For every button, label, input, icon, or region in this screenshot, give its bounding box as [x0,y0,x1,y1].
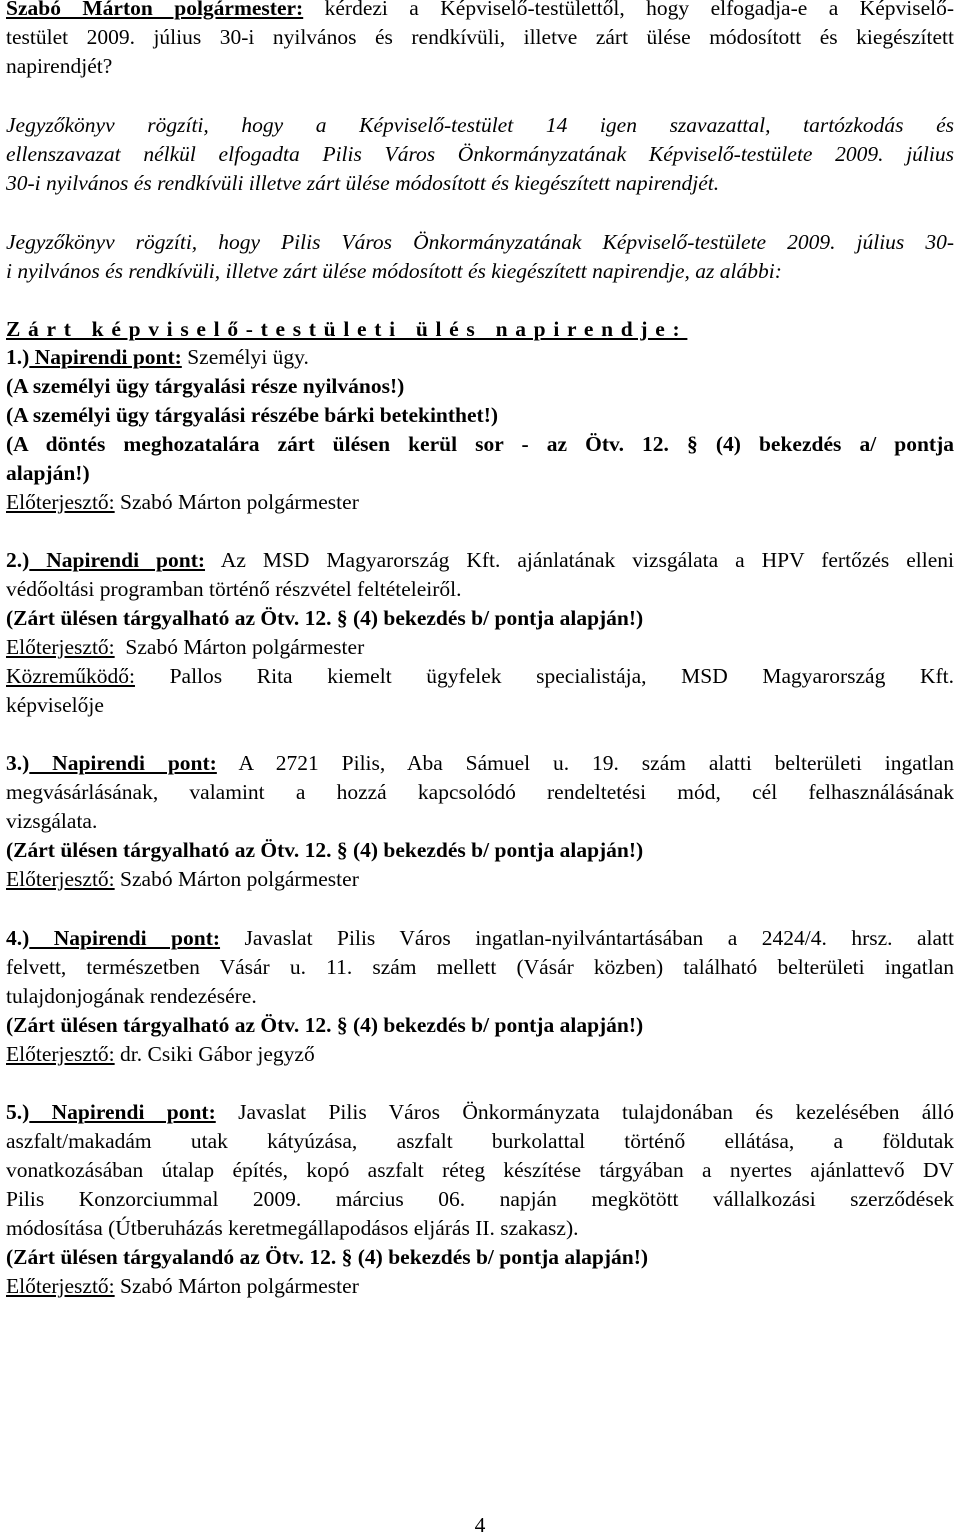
record-paragraph-1: Jegyzőkönyv rögzíti, hogy a Képviselő-testület 14 igen szavazattal, tartózkodás és ellenszavazat nélkül elfogadta Pilis Város Önkormányzatának Képviselő-testülete 2009. július 30-i nyilvános és rendkívüli illetve zárt ülése módosított és kiegészített napirendjét. [6,113,954,195]
agenda-heading: Zárt képviselő-testületi ülés napirendje: [6,317,688,341]
intro-line: napirendjét? [6,54,113,78]
agenda-item-3: 3.) Napirendi pont: A 2721 Pilis, Aba Sámuel u. 19. szám alatti belterületi ingatlan megvásárlásának, valamint a hozzá kapcsolódó rendeltetési mód, cél felhasználásának vizsgálata. (Zárt ülésen tárgyalható az Ötv. 12. § (4) bekezdés b/ pontja alapján!) Előterjesztő: Szabó Márton polgármester [6,749,954,894]
presenter: Előterjesztő: dr. Csiki Gábor jegyző [6,1042,315,1066]
contributor: Közreműködő: Pallos Rita kiemelt ügyfelek specialistája, MSD Magyarország Kft. [6,664,954,688]
agenda-item-2: 2.) Napirendi pont: Az MSD Magyarország Kft. ajánlatának vizsgálata a HPV fertőzés elleni védőoltási programban történő részvétel feltételeiről. (Zárt ülésen tárgyalható az Ötv. 12. § (4) bekezdés b/ pontja alapján!) Előterjesztő: Szabó Márton polgármester Közreműködő: Pallos Rita kiemelt ügyfelek specialistája, MSD Magyarország Kft. képviselője [6,548,954,717]
agenda-item-4: 4.) Napirendi pont: Javaslat Pilis Város ingatlan-nyilvántartásában a 2424/4. hrsz. alatt felvett, természetben Vásár u. 11. szám mellett (Vásár közben) található belterületi ingatlan tulajdonjogának rendezésére. (Zárt ülésen tárgyalható az Ötv. 12. § (4) bekezdés b/ pontja alapján!) Előterjesztő: dr. Csiki Gábor jegyző [6,924,954,1069]
agenda-item-5: 5.) Napirendi pont: Javaslat Pilis Város Önkormányzata tulajdonában és kezelésében álló aszfalt/makadám utak kátyúzása, aszfalt burkolattal történő ellátása, a földutak vonatkozásában útalap építés, kopó aszfalt réteg készítése tárgyában a nyertes ajánlattevő DV Pilis Konzorciummal 2009. március 06. napján megkötött vállalkozási szerződések módosítása (Útberuházás keretmegállapodásos eljárás II. szakasz). (Zárt ülésen tárgyalandó az Ötv. 12. § (4) bekezdés b/ pontja alapján!) Előterjesztő: Szabó Márton polgármester [6,1098,954,1301]
presenter: Előterjesztő: Szabó Márton polgármester [6,1274,359,1298]
agenda-item-1: 1.) Napirendi pont: Személyi ügy. (A személyi ügy tárgyalási része nyilvános!) (A személyi ügy tárgyalási részébe bárki betekinthet!) (A döntés meghozatalára zárt ülésen kerül sor - az Ötv. 12. § (4) bekezdés a/ pontja alapján!) Előterjesztő: Szabó Márton polgármester [6,343,954,517]
presenter: Előterjesztő: Szabó Márton polgármester [6,635,365,659]
page-number: 4 [474,1513,486,1537]
intro-paragraph [6,0,954,81]
speaker-name: Szabó Márton polgármester: [6,0,304,20]
record-paragraph-2: Jegyzőkönyv rögzíti, hogy Pilis Város Önkormányzatának Képviselő-testülete 2009. július 30- i nyilvános és rendkívüli, illetve zárt ülése módosított és kiegészített napirendje, az alábbi: [6,230,954,283]
presenter: Előterjesztő: Szabó Márton polgármester [6,490,359,514]
presenter: Előterjesztő: Szabó Márton polgármester [6,867,359,891]
intro-line: Szabó Márton polgármester: kérdezi a Képviselő-testülettől, hogy elfogadja-e a Képviselő- [6,0,954,23]
intro-line: testület 2009. július 30-i nyilvános és rendkívüli, illetve zárt ülése módosított és kiegészített [6,25,954,49]
